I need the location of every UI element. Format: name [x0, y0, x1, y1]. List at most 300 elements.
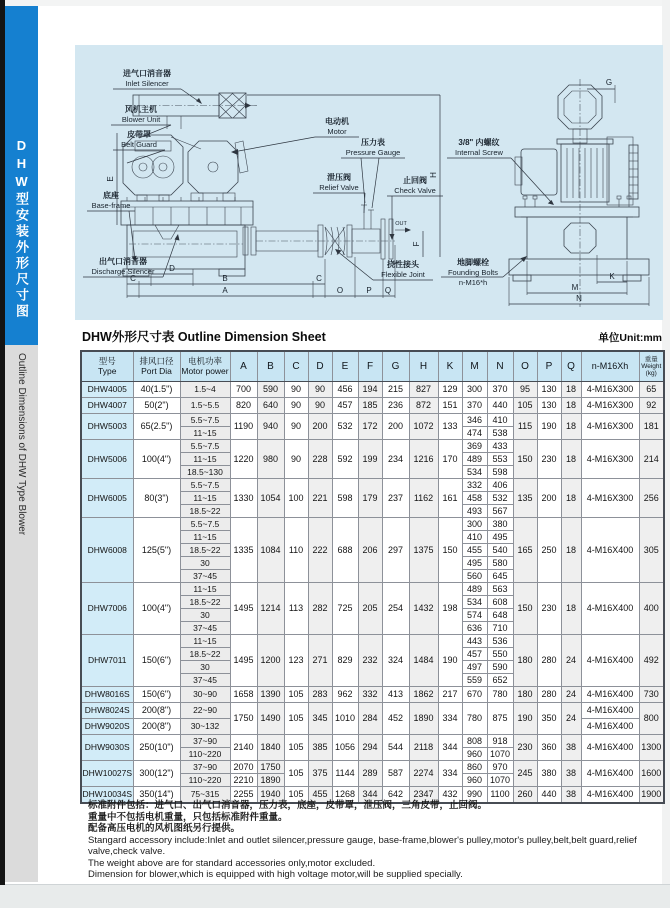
table-row	[81, 439, 664, 452]
note-line: Dimension for blower,which is equipped with high voltage motor,will be supplied specially.	[88, 869, 463, 880]
cell-power: 5.5~7.5	[180, 439, 230, 452]
cell-Q: 18	[561, 413, 581, 439]
svg-text:底座: 底座	[103, 191, 119, 200]
cell-C: 123	[284, 634, 308, 686]
cell-P: 230	[537, 439, 561, 478]
cell-port: 125(5")	[133, 517, 180, 582]
label-motor	[231, 116, 359, 155]
dim-K: K	[609, 272, 615, 281]
cell-port: 65(2.5")	[133, 413, 180, 439]
cell-G: 236	[382, 397, 409, 413]
cell-Q: 24	[561, 686, 581, 702]
cell-E: 598	[332, 478, 358, 517]
cell-Q: 18	[561, 478, 581, 517]
note-line: Stangard accessory include:Inlet and outlet silencer,pressure gauge, base-frame,blower's pulley,motor's pulley,belt,belt guard,relief valve,check valve.	[88, 834, 637, 857]
cell-weight: 92	[639, 397, 664, 413]
cell-B: 590	[257, 381, 284, 397]
cell-A: 1495	[230, 634, 257, 686]
cell-bolt: 4-M16X400	[581, 634, 639, 686]
dim-B: B	[222, 274, 228, 283]
table-row	[81, 686, 664, 702]
table-header-row	[81, 351, 664, 381]
cell-N: 580	[487, 556, 513, 569]
col-header-bolt: n-M16Xh	[581, 351, 639, 381]
col-header-type: 型号 Type	[81, 351, 133, 381]
cell-type: DHW5006	[81, 439, 133, 478]
cell-power: 37~45	[180, 569, 230, 582]
cell-port: 100(4")	[133, 582, 180, 634]
cell-O: 135	[513, 478, 537, 517]
svg-text:进气口消音器: 进气口消音器	[123, 69, 171, 78]
cell-weight: 400	[639, 582, 664, 634]
dim-C1: C	[130, 274, 136, 283]
cell-type: DHW10027S	[81, 760, 133, 786]
cell-P: 360	[537, 734, 561, 760]
cell-bolt: 4-M16X400	[581, 517, 639, 582]
cell-P: 440	[537, 786, 561, 803]
cell-power: 22~90	[180, 702, 230, 718]
cell-P: 200	[537, 478, 561, 517]
cell-M: 370	[462, 397, 487, 413]
cell-M: 990	[462, 786, 487, 803]
svg-text:Base-frame: Base-frame	[91, 201, 131, 210]
cell-G: 215	[382, 381, 409, 397]
cell-F: 284	[358, 702, 382, 734]
cell-K: 170	[438, 439, 462, 478]
motor-shape	[188, 141, 248, 201]
cell-M: 410	[462, 530, 487, 543]
cell-N: 652	[487, 673, 513, 686]
cell-A: 1220	[230, 439, 257, 478]
cell-weight: 214	[639, 439, 664, 478]
cell-bolt: 4-M16X400	[581, 582, 639, 634]
cell-power: 75~315	[180, 786, 230, 803]
svg-text:止回阀: 止回阀	[403, 176, 427, 185]
cell-M: 455	[462, 543, 487, 556]
cell-E: 457	[332, 397, 358, 413]
page-edge-top	[0, 0, 670, 6]
cell-D: 271	[308, 634, 332, 686]
cell-power: 5.5~7.5	[180, 478, 230, 491]
cell-A: 1335	[230, 517, 257, 582]
table-row	[81, 760, 664, 773]
cell-G: 234	[382, 439, 409, 478]
table-row	[81, 397, 664, 413]
cell-M: 534	[462, 595, 487, 608]
cell-power: 30	[180, 660, 230, 673]
cell-B: 940	[257, 413, 284, 439]
cell-bolt: 4-M16X400	[581, 786, 639, 803]
cell-H: 1432	[409, 582, 438, 634]
cell-M: 300	[462, 517, 487, 530]
cell-P: 350	[537, 702, 561, 734]
cell-power: 37~45	[180, 673, 230, 686]
cell-M: 574	[462, 608, 487, 621]
cell-A: 1495	[230, 582, 257, 634]
cell-power: 110~220	[180, 773, 230, 786]
cell-power: 18.5~22	[180, 504, 230, 517]
cell-H: 1862	[409, 686, 438, 702]
dim-F: F	[412, 241, 421, 247]
cell-O: 245	[513, 760, 537, 786]
cell-P: 190	[537, 413, 561, 439]
col-header-G: G	[382, 351, 409, 381]
cell-H: 1484	[409, 634, 438, 686]
svg-text:Motor: Motor	[327, 127, 347, 136]
table-row	[81, 413, 664, 426]
cell-M: 300	[462, 381, 487, 397]
col-header-Q: Q	[561, 351, 581, 381]
cell-C: 113	[284, 582, 308, 634]
cell-M: 534	[462, 465, 487, 478]
cell-O: 150	[513, 582, 537, 634]
cell-N: 536	[487, 634, 513, 647]
cell-type: DHW10034S	[81, 786, 133, 803]
cell-F: 232	[358, 634, 382, 686]
cell-G: 413	[382, 686, 409, 702]
dim-P: P	[366, 286, 372, 295]
cell-port: 100(4")	[133, 439, 180, 478]
cell-F: 294	[358, 734, 382, 760]
cell-B: 1214	[257, 582, 284, 634]
svg-text:n-M16*h: n-M16*h	[458, 278, 488, 287]
cell-power: 5.5~7.5	[180, 413, 230, 426]
cell-F: 205	[358, 582, 382, 634]
cell-A: 2070	[230, 760, 257, 773]
svg-text:Pressure Gauge: Pressure Gauge	[345, 148, 401, 157]
cell-power: 1.5~4	[180, 381, 230, 397]
base-frame-shape	[121, 197, 253, 225]
cell-B: 1054	[257, 478, 284, 517]
cell-port: 80(3")	[133, 478, 180, 517]
cell-power: 11~15	[180, 452, 230, 465]
cell-D: 375	[308, 760, 332, 786]
cell-B: 1940	[257, 786, 284, 803]
cell-G: 544	[382, 734, 409, 760]
table-row	[81, 734, 664, 747]
cell-N: 538	[487, 426, 513, 439]
cell-bolt: 4-M16X300	[581, 413, 639, 439]
col-header-M: M	[462, 351, 487, 381]
cell-B: 1490	[257, 702, 284, 734]
cell-H: 827	[409, 381, 438, 397]
cell-port: 200(8")	[133, 702, 180, 718]
cell-weight: 1300	[639, 734, 664, 760]
cell-power: 11~15	[180, 530, 230, 543]
cell-H: 1162	[409, 478, 438, 517]
cell-K: 161	[438, 478, 462, 517]
cell-G: 200	[382, 413, 409, 439]
cell-B: 640	[257, 397, 284, 413]
cell-N: 875	[487, 702, 513, 734]
cell-N: 495	[487, 530, 513, 543]
cell-type: DHW7011	[81, 634, 133, 686]
cell-power: 110~220	[180, 747, 230, 760]
cell-port: 200(8")	[133, 718, 180, 734]
cell-C: 105	[284, 786, 308, 803]
cell-G: 587	[382, 760, 409, 786]
cell-O: 115	[513, 413, 537, 439]
cell-power: 11~15	[180, 426, 230, 439]
cell-weight: 1600	[639, 760, 664, 786]
svg-text:Belt Guard: Belt Guard	[121, 140, 157, 149]
cell-type: DHW8016S	[81, 686, 133, 702]
cell-N: 406	[487, 478, 513, 491]
col-header-C: C	[284, 351, 308, 381]
cell-C: 90	[284, 413, 308, 439]
cell-D: 283	[308, 686, 332, 702]
cell-M: 493	[462, 504, 487, 517]
cell-N: 970	[487, 760, 513, 773]
page-edge-bottom	[0, 884, 670, 908]
note-line: The weight above are for standard accessories only,motor excluded.	[88, 857, 376, 869]
cell-D: 282	[308, 582, 332, 634]
dimension-table-wrap	[80, 350, 665, 804]
dim-E: E	[106, 176, 115, 182]
col-header-port: 排风口径 Port Dia	[133, 351, 180, 381]
table-row	[81, 702, 664, 718]
cell-N: 540	[487, 543, 513, 556]
cell-M: 670	[462, 686, 487, 702]
cell-P: 250	[537, 517, 561, 582]
cell-E: 592	[332, 439, 358, 478]
cell-type: DHW9020S	[81, 718, 133, 734]
cell-F: 172	[358, 413, 382, 439]
cell-G: 297	[382, 517, 409, 582]
cell-E: 962	[332, 686, 358, 702]
cell-G: 642	[382, 786, 409, 803]
cell-A: 2210	[230, 773, 257, 786]
dim-H: H	[429, 172, 438, 178]
sheet-title-row	[82, 327, 662, 345]
cell-A: 700	[230, 381, 257, 397]
cell-bolt: 4-M16X300	[581, 381, 639, 397]
cell-O: 260	[513, 786, 537, 803]
cell-F: 194	[358, 381, 382, 397]
cell-port: 50(2")	[133, 397, 180, 413]
cell-B: 1390	[257, 686, 284, 702]
cell-B: 1750	[257, 760, 284, 773]
svg-text:Founding Bolts: Founding Bolts	[447, 268, 499, 277]
cell-M: 808	[462, 734, 487, 747]
table-row	[81, 478, 664, 491]
cell-C: 105	[284, 760, 308, 786]
cell-port: 300(12")	[133, 760, 180, 786]
cell-M: 636	[462, 621, 487, 634]
cell-N: 1070	[487, 747, 513, 760]
cell-N: 608	[487, 595, 513, 608]
cell-C: 105	[284, 686, 308, 702]
cell-E: 1268	[332, 786, 358, 803]
cell-M: 489	[462, 582, 487, 595]
cell-P: 130	[537, 381, 561, 397]
cell-port: 150(6")	[133, 686, 180, 702]
sidebar-section-title	[5, 6, 38, 345]
note-line: 标准附件包括：进气口、出气口消音器，压力表，底座，皮带罩，泄压阀，三角皮带，止回阀。	[88, 800, 488, 811]
svg-text:电动机: 电动机	[325, 117, 349, 126]
label-inlet-silencer	[113, 68, 202, 104]
svg-text:Relief Valve: Relief Valve	[319, 183, 359, 192]
cell-bolt: 4-M16X400	[581, 734, 639, 760]
sidebar-section-subtitle	[5, 345, 38, 882]
cell-M: 443	[462, 634, 487, 647]
cell-O: 95	[513, 381, 537, 397]
cell-K: 129	[438, 381, 462, 397]
cell-F: 206	[358, 517, 382, 582]
svg-text:Check Valve: Check Valve	[394, 186, 436, 195]
cell-weight: 1900	[639, 786, 664, 803]
cell-Q: 38	[561, 760, 581, 786]
svg-text:风机主机: 风机主机	[125, 105, 157, 114]
cell-B: 980	[257, 439, 284, 478]
cell-weight: 305	[639, 517, 664, 582]
cell-K: 344	[438, 734, 462, 760]
svg-text:出气口消音器: 出气口消音器	[99, 257, 147, 266]
cell-A: 1750	[230, 702, 257, 734]
cell-K: 133	[438, 413, 462, 439]
cell-port: 350(14")	[133, 786, 180, 803]
cell-type: DHW4007	[81, 397, 133, 413]
cell-P: 130	[537, 397, 561, 413]
cell-power: 30~90	[180, 686, 230, 702]
cell-M: 560	[462, 569, 487, 582]
cell-type: DHW9030S	[81, 734, 133, 760]
cell-C: 110	[284, 517, 308, 582]
cell-G: 324	[382, 634, 409, 686]
svg-text:皮带罩: 皮带罩	[127, 130, 151, 139]
label-base-frame	[87, 190, 137, 262]
note-line: 配备高压电机的风机图纸另行提供。	[88, 823, 241, 834]
cell-N: 563	[487, 582, 513, 595]
svg-text:Internal Screw: Internal Screw	[455, 148, 503, 157]
cell-bolt: 4-M16X300	[581, 397, 639, 413]
cell-N: 553	[487, 452, 513, 465]
cell-weight: 730	[639, 686, 664, 702]
table-row	[81, 582, 664, 595]
label-relief-valve	[313, 172, 365, 213]
cell-D: 221	[308, 478, 332, 517]
cell-M: 489	[462, 452, 487, 465]
cell-E: 1056	[332, 734, 358, 760]
cell-power: 18.5~22	[180, 647, 230, 660]
cell-power: 18.5~22	[180, 595, 230, 608]
cell-N: 370	[487, 381, 513, 397]
cell-N: 550	[487, 647, 513, 660]
cell-Q: 18	[561, 397, 581, 413]
cell-G: 254	[382, 582, 409, 634]
cell-E: 532	[332, 413, 358, 439]
cell-P: 280	[537, 686, 561, 702]
table-row	[81, 517, 664, 530]
blower-drawing	[75, 45, 663, 320]
cell-bolt: 4-M16X400	[581, 686, 639, 702]
cell-O: 180	[513, 634, 537, 686]
dim-O: O	[336, 286, 344, 295]
cell-C: 105	[284, 734, 308, 760]
cell-A: 2140	[230, 734, 257, 760]
col-header-power: 电机功率 Motor power	[180, 351, 230, 381]
cell-type: DHW6008	[81, 517, 133, 582]
cell-power: 37~90	[180, 760, 230, 773]
cell-C: 100	[284, 478, 308, 517]
cell-A: 1330	[230, 478, 257, 517]
cell-port: 40(1.5")	[133, 381, 180, 397]
col-header-A: A	[230, 351, 257, 381]
cell-power: 30~132	[180, 718, 230, 734]
cell-B: 1890	[257, 773, 284, 786]
cell-D: 90	[308, 381, 332, 397]
cell-K: 334	[438, 702, 462, 734]
cell-K: 150	[438, 517, 462, 582]
cell-F: 179	[358, 478, 382, 517]
cell-O: 105	[513, 397, 537, 413]
cell-N: 440	[487, 397, 513, 413]
col-header-K: K	[438, 351, 462, 381]
cell-H: 2274	[409, 760, 438, 786]
cell-M: 332	[462, 478, 487, 491]
cell-N: 380	[487, 517, 513, 530]
cell-M: 495	[462, 556, 487, 569]
cell-power: 11~15	[180, 491, 230, 504]
cell-N: 1070	[487, 773, 513, 786]
cell-weight: 181	[639, 413, 664, 439]
cell-type: DHW7006	[81, 582, 133, 634]
cell-M: 860	[462, 760, 487, 773]
cell-N: 918	[487, 734, 513, 747]
cell-D: 90	[308, 397, 332, 413]
cell-N: 590	[487, 660, 513, 673]
svg-text:Discharge Silencer: Discharge Silencer	[91, 267, 155, 276]
cell-Q: 18	[561, 381, 581, 397]
cell-A: 820	[230, 397, 257, 413]
cell-N: 410	[487, 413, 513, 426]
svg-text:压力表: 压力表	[361, 138, 385, 147]
cell-type: DHW5003	[81, 413, 133, 439]
cell-A: 1658	[230, 686, 257, 702]
svg-text:Blower Unit: Blower Unit	[121, 115, 161, 124]
cell-O: 190	[513, 702, 537, 734]
cell-K: 432	[438, 786, 462, 803]
cell-E: 1144	[332, 760, 358, 786]
cell-E: 725	[332, 582, 358, 634]
svg-text:3/8" 内螺纹: 3/8" 内螺纹	[458, 138, 500, 147]
col-header-P: P	[537, 351, 561, 381]
cell-N: 433	[487, 439, 513, 452]
col-header-D: D	[308, 351, 332, 381]
cell-Q: 24	[561, 634, 581, 686]
dim-M: M	[571, 283, 579, 292]
cell-power: 30	[180, 556, 230, 569]
cell-M: 457	[462, 647, 487, 660]
out-label: OUT	[395, 221, 407, 227]
svg-text:Inlet Silencer: Inlet Silencer	[125, 79, 169, 88]
outlet-pipe-shape	[243, 205, 411, 259]
cell-bolt: 4-M16X300	[581, 439, 639, 478]
footnotes	[88, 800, 658, 881]
cell-M: 474	[462, 426, 487, 439]
cell-H: 2118	[409, 734, 438, 760]
label-discharge-silencer	[83, 234, 180, 277]
dim-D: D	[169, 264, 175, 273]
cell-Q: 38	[561, 786, 581, 803]
cell-O: 180	[513, 686, 537, 702]
cell-C: 105	[284, 702, 308, 734]
label-flexible-joint	[335, 249, 433, 280]
dimension-table	[80, 350, 665, 804]
cell-M: 960	[462, 773, 487, 786]
sheet-title: DHW外形尺寸表 Outline Dimension Sheet	[82, 330, 326, 344]
cell-D: 345	[308, 702, 332, 734]
